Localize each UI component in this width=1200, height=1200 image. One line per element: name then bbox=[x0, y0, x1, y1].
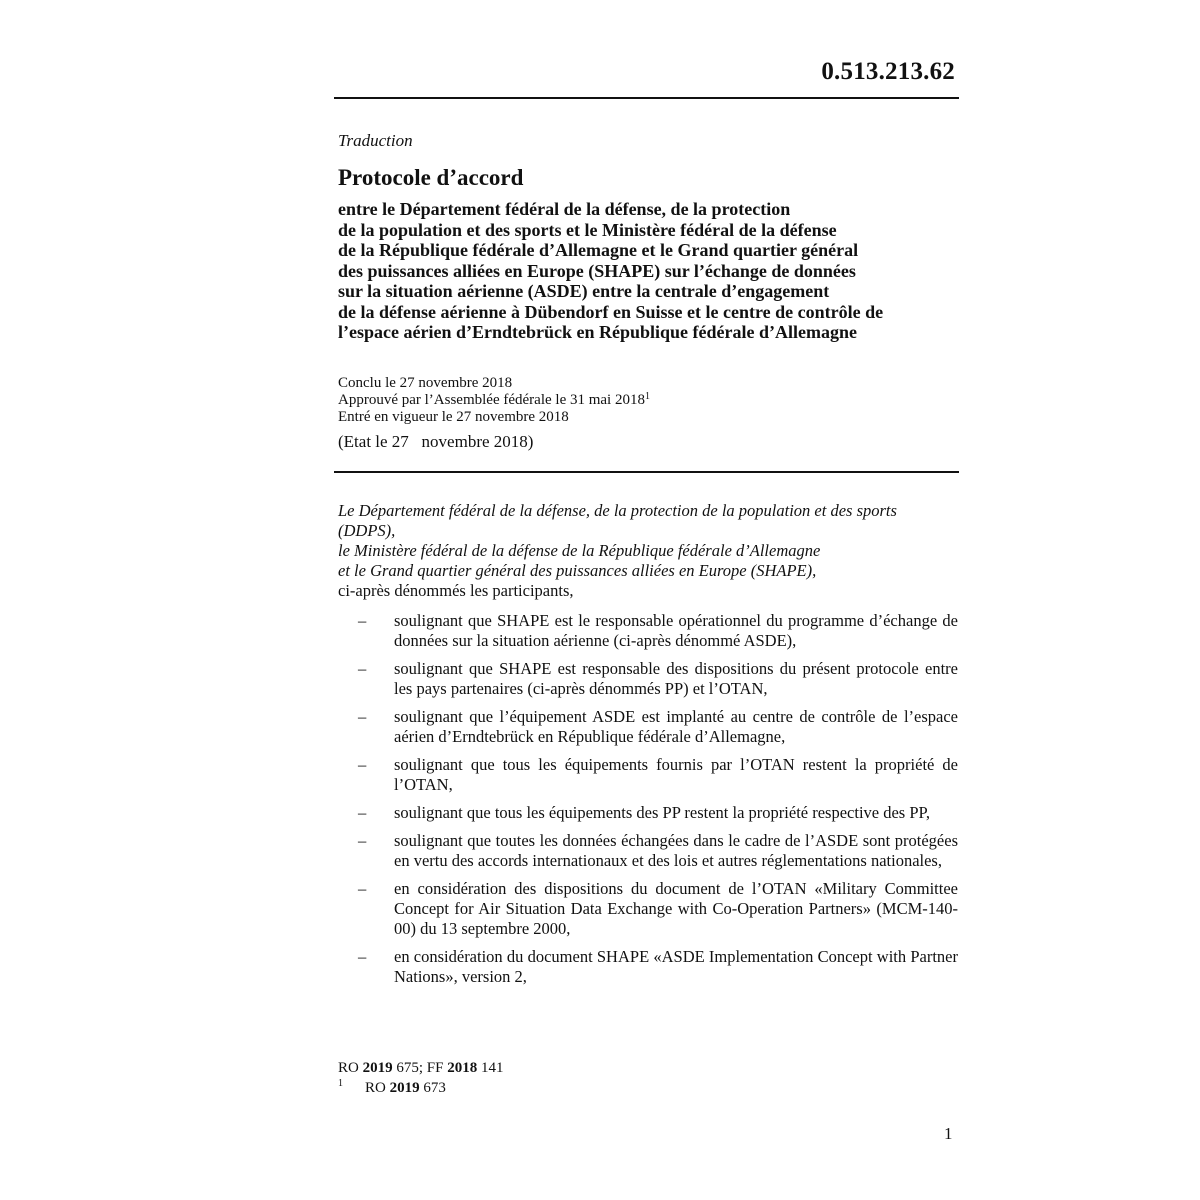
preamble-designation: ci-après dénommés les participants, bbox=[338, 581, 574, 600]
subtitle-line: de la République fédérale d’Allemagne et le Grand quartier général bbox=[338, 240, 859, 260]
footnote bbox=[338, 1078, 503, 1098]
dash-bullet: – bbox=[358, 755, 367, 774]
list-item bbox=[338, 947, 958, 987]
footer-references bbox=[338, 1058, 503, 1098]
dash-bullet: – bbox=[358, 947, 367, 966]
ref-ro-page: 675; FF bbox=[396, 1060, 444, 1076]
dates-block bbox=[338, 375, 650, 426]
list-item bbox=[338, 659, 958, 699]
ref-ff-year: 2018 bbox=[447, 1060, 478, 1076]
subtitle-line: sur la situation aérienne (ASDE) entre la centrale d’engagement bbox=[338, 281, 830, 301]
list-item bbox=[338, 707, 958, 747]
footnote-ref[interactable]: 1 bbox=[644, 391, 650, 402]
list-item bbox=[338, 755, 958, 795]
list-item-text: soulignant que toutes les données échangées dans le cadre de l’ASDE sont protégées en vertu des accords internationaux et des lois et autres réglementations nationales, bbox=[394, 831, 958, 870]
subtitle-line: de la défense aérienne à Dübendorf en Suisse et le centre de contrôle de bbox=[338, 301, 884, 322]
preamble-party: Le Département fédéral de la défense, de la protection de la population et des sports (DDPS), bbox=[338, 501, 897, 540]
footnote-ro-label: RO bbox=[365, 1080, 386, 1096]
list-item-text: soulignant que SHAPE est le responsable opérationnel du programme d’échange de données sur la situation aérienne (ci-après dénommé ASDE), bbox=[394, 611, 958, 650]
considerations-list bbox=[338, 611, 958, 995]
list-item-text: soulignant que l’équipement ASDE est implanté au centre de contrôle de l’espace aérien d’Erndtebrück en République fédérale d’Allemagne, bbox=[394, 707, 958, 746]
subtitle-line: l’espace aérien d’Erndtebrück en République fédérale d’Allemagne bbox=[338, 322, 857, 342]
subtitle-line: de la population et des sports et le Ministère fédéral de la défense bbox=[338, 219, 837, 240]
list-item bbox=[338, 611, 958, 651]
list-item bbox=[338, 879, 958, 939]
preamble bbox=[338, 501, 958, 601]
footnote-number: 1 bbox=[338, 1078, 343, 1089]
date-approved-line bbox=[338, 392, 650, 409]
document-subtitle bbox=[338, 199, 963, 343]
dash-bullet: – bbox=[358, 879, 367, 898]
page-number: 1 bbox=[944, 1124, 953, 1143]
preamble-party: le Ministère fédéral de la défense de la République fédérale d’Allemagne bbox=[338, 541, 821, 560]
list-item bbox=[338, 831, 958, 871]
subtitle-line: des puissances alliées en Europe (SHAPE) sur l’échange de données bbox=[338, 260, 856, 281]
ref-ff-page: 141 bbox=[480, 1060, 504, 1076]
list-item-text: en considération du document SHAPE «ASDE Implementation Concept with Partner Nations», version 2, bbox=[394, 947, 958, 986]
date-in-force: Entré en vigueur le 27 novembre 2018 bbox=[338, 409, 569, 425]
date-approved: Approuvé par l’Assemblée fédérale le 31 mai 2018 bbox=[338, 392, 645, 408]
list-item-text: soulignant que tous les équipements des PP restent la propriété respective des PP, bbox=[394, 803, 931, 822]
subtitle-line: entre le Département fédéral de la défense, de la protection bbox=[338, 199, 791, 219]
footnote-year: 2019 bbox=[389, 1080, 420, 1096]
date-concluded: Conclu le 27 novembre 2018 bbox=[338, 375, 513, 391]
list-item-text: en considération des dispositions du document de l’OTAN «Military Committee Concept for Air Situation Data Exchange with Co-Operation Partners» (MCM-140-00) du 13 septembre 2000, bbox=[394, 879, 958, 938]
status-date: (Etat le 27 novembre 2018) bbox=[338, 432, 534, 451]
dash-bullet: – bbox=[358, 707, 367, 726]
preamble-party: et le Grand quartier général des puissances alliées en Europe (SHAPE), bbox=[338, 561, 817, 580]
dash-bullet: – bbox=[358, 659, 367, 678]
dash-bullet: – bbox=[358, 831, 367, 850]
list-item bbox=[338, 803, 958, 823]
dash-bullet: – bbox=[358, 611, 367, 630]
ref-ro-year: 2019 bbox=[362, 1060, 393, 1076]
document-number: 0.513.213.62 bbox=[821, 58, 955, 85]
list-item-text: soulignant que tous les équipements fournis par l’OTAN restent la propriété de l’OTAN, bbox=[394, 755, 958, 794]
official-source-reference bbox=[338, 1058, 503, 1078]
dash-bullet: – bbox=[358, 803, 367, 822]
section-divider bbox=[334, 471, 959, 473]
footnote-page: 673 bbox=[423, 1080, 446, 1096]
top-divider bbox=[334, 97, 959, 99]
ref-ro-label: RO bbox=[338, 1060, 359, 1076]
translation-label: Traduction bbox=[338, 131, 413, 150]
document-title: Protocole d’accord bbox=[338, 165, 524, 190]
list-item-text: soulignant que SHAPE est responsable des dispositions du présent protocole entre les pays partenaires (ci-après dénommés PP) et l’OTAN, bbox=[394, 659, 958, 698]
